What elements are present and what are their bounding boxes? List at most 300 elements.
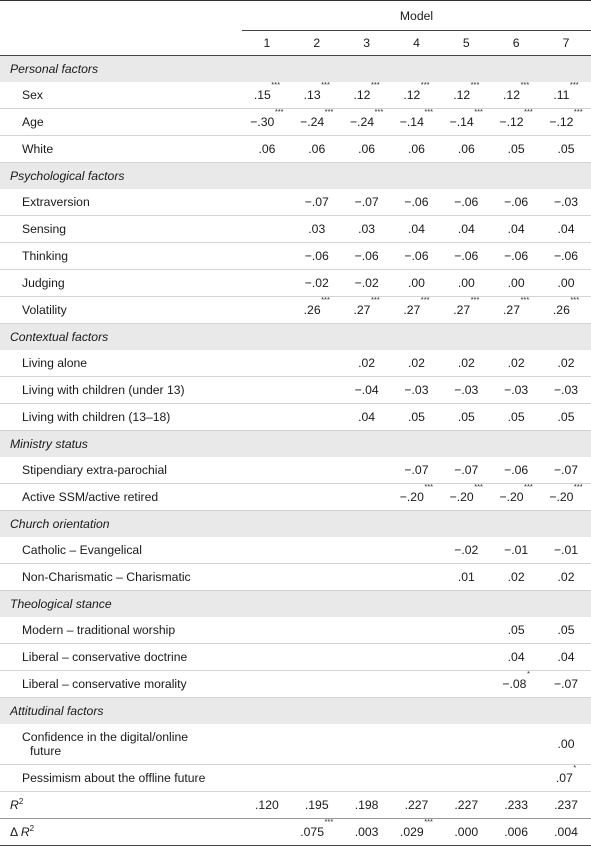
coefficient-value: .003 (354, 825, 379, 839)
row-label: Living with children (13–18) (0, 404, 242, 431)
value-cell (541, 216, 591, 243)
value-cell (441, 350, 491, 377)
value-cell (541, 350, 591, 377)
significance-marker: *** (424, 107, 434, 116)
stat-label-main: R (10, 798, 19, 813)
value-cell (242, 484, 292, 511)
coefficient-value: −.20 (449, 490, 474, 504)
value-cell (392, 819, 442, 846)
value-cell (242, 109, 292, 136)
header-row-group (0, 1, 591, 31)
value-cell (491, 765, 541, 792)
value-cell (541, 671, 591, 698)
row-label: Living with children (under 13) (0, 377, 242, 404)
row-label: Stipendiary extra-parochial (0, 457, 242, 484)
table-row (0, 297, 591, 324)
stat-label-main: R (20, 825, 30, 840)
value-cell (292, 792, 342, 819)
value-cell (491, 216, 541, 243)
value-cell (541, 484, 591, 511)
coefficient-value: .00 (557, 276, 575, 290)
value-cell (242, 350, 292, 377)
value-cell (491, 724, 541, 765)
coefficient-value: .12 (453, 88, 471, 102)
significance-marker: *** (321, 295, 330, 304)
coefficient-value: .004 (554, 825, 578, 839)
significance-marker: *** (374, 107, 384, 116)
value-cell (242, 297, 292, 324)
coefficient-value: .00 (407, 276, 425, 290)
value-cell (292, 377, 342, 404)
coefficient-value: −.06 (404, 195, 429, 209)
coefficient-value: .05 (557, 623, 575, 637)
section-header-row (0, 591, 591, 618)
significance-marker: *** (424, 817, 433, 826)
coefficient-value: .227 (404, 798, 429, 812)
coefficient-value: −.06 (454, 195, 479, 209)
value-cell (292, 297, 342, 324)
coefficient-value: −.03 (554, 383, 579, 397)
value-cell (242, 270, 292, 297)
coefficient-value: −.01 (554, 543, 579, 557)
value-cell (491, 377, 541, 404)
row-label: Catholic – Evangelical (0, 537, 242, 564)
significance-marker: *** (474, 107, 483, 116)
value-cell (392, 377, 442, 404)
value-cell (342, 189, 392, 216)
coefficient-value: .27 (403, 303, 421, 317)
coefficient-value: .26 (552, 303, 570, 317)
value-cell (491, 297, 541, 324)
column-header-model-5: 5 (441, 31, 491, 56)
coefficient-value: −.07 (304, 195, 329, 209)
coefficient-value: .05 (557, 410, 575, 424)
significance-marker: *** (274, 107, 284, 116)
row-label: Active SSM/active retired (0, 484, 242, 511)
section-header-row (0, 324, 591, 351)
coefficient-value: −.03 (404, 383, 429, 397)
value-cell (242, 724, 292, 765)
value-cell (441, 617, 491, 644)
table-row (0, 243, 591, 270)
table-row (0, 457, 591, 484)
coefficient-value: −.02 (354, 276, 379, 290)
coefficient-value: .04 (557, 222, 575, 236)
section-title: Theological stance (0, 591, 591, 618)
coefficient-value: .06 (308, 142, 326, 156)
value-cell (242, 644, 292, 671)
section-title: Personal factors (0, 56, 591, 83)
section-header-row (0, 698, 591, 725)
stat-row (0, 819, 591, 846)
value-cell (441, 297, 491, 324)
value-cell (541, 297, 591, 324)
value-cell (242, 216, 292, 243)
value-cell (242, 243, 292, 270)
value-cell (541, 243, 591, 270)
section-header-row (0, 163, 591, 190)
coefficient-value: −.06 (554, 249, 579, 263)
value-cell (541, 564, 591, 591)
coefficient-value: .00 (457, 276, 475, 290)
value-cell (541, 457, 591, 484)
row-label: White (0, 136, 242, 163)
value-cell (292, 270, 342, 297)
coefficient-value: −.03 (504, 383, 529, 397)
value-cell (541, 644, 591, 671)
coefficient-value: .06 (258, 142, 276, 156)
row-label: Pessimism about the offline future (0, 765, 242, 792)
coefficient-value: .02 (507, 570, 525, 584)
coefficient-value: .195 (304, 798, 329, 812)
coefficient-value: −.06 (404, 249, 429, 263)
header-empty-cell (0, 31, 242, 56)
value-cell (242, 819, 292, 846)
value-cell (441, 243, 491, 270)
coefficient-value: −.06 (304, 249, 329, 263)
column-header-model-4: 4 (392, 31, 442, 56)
value-cell (441, 270, 491, 297)
coefficient-value: .02 (557, 356, 575, 370)
value-cell (392, 457, 442, 484)
value-cell (392, 297, 442, 324)
coefficient-value: .06 (457, 142, 475, 156)
value-cell (292, 819, 342, 846)
table-row (0, 82, 591, 109)
value-cell (541, 765, 591, 792)
value-cell (242, 82, 292, 109)
coefficient-value: .02 (407, 356, 425, 370)
row-label: Judging (0, 270, 242, 297)
row-label: Living alone (0, 350, 242, 377)
value-cell (392, 671, 442, 698)
value-cell (491, 644, 541, 671)
significance-marker: *** (520, 80, 530, 89)
coefficient-value: .05 (457, 410, 475, 424)
coefficient-value: .07 (555, 771, 573, 785)
stat-label-superscript: 2 (18, 797, 24, 807)
value-cell (441, 484, 491, 511)
coefficient-value: .11 (553, 88, 570, 102)
value-cell (441, 109, 491, 136)
value-cell (342, 564, 392, 591)
value-cell (292, 537, 342, 564)
row-label: Volatility (0, 297, 242, 324)
significance-marker: *** (420, 80, 430, 89)
value-cell (541, 724, 591, 765)
value-cell (491, 484, 541, 511)
value-cell (342, 404, 392, 431)
coefficient-value: .12 (403, 88, 421, 102)
coefficient-value: .04 (457, 222, 475, 236)
significance-marker: *** (321, 80, 330, 89)
coefficient-value: .12 (353, 88, 371, 102)
row-label: Liberal – conservative doctrine (0, 644, 242, 671)
coefficient-value: .04 (407, 222, 425, 236)
value-cell (441, 136, 491, 163)
value-cell (392, 644, 442, 671)
value-cell (342, 216, 392, 243)
significance-marker: *** (424, 482, 434, 491)
value-cell (541, 617, 591, 644)
coefficient-value: .00 (557, 737, 575, 751)
value-cell (342, 792, 392, 819)
section-header-row (0, 56, 591, 83)
value-cell (392, 216, 442, 243)
coefficient-value: .237 (554, 798, 578, 812)
value-cell (242, 617, 292, 644)
value-cell (541, 819, 591, 846)
coefficient-value: −.02 (454, 543, 479, 557)
table-row (0, 109, 591, 136)
table-row (0, 724, 591, 765)
value-cell (441, 792, 491, 819)
value-cell (441, 82, 491, 109)
coefficient-value: .05 (507, 142, 525, 156)
coefficient-value: −.02 (304, 276, 329, 290)
significance-marker: *** (370, 295, 380, 304)
value-cell (491, 404, 541, 431)
value-cell (392, 765, 442, 792)
value-cell (441, 671, 491, 698)
coefficient-value: .04 (557, 650, 575, 664)
model-group-header: Model (242, 1, 591, 31)
value-cell (342, 671, 392, 698)
coefficient-value: .13 (303, 88, 321, 102)
significance-marker: *** (271, 80, 281, 89)
coefficient-value: .05 (557, 142, 575, 156)
value-cell (392, 189, 442, 216)
value-cell (342, 765, 392, 792)
value-cell (491, 82, 541, 109)
stat-label-prefix: Δ (10, 825, 21, 840)
value-cell (392, 484, 442, 511)
coefficient-value: .02 (358, 356, 376, 370)
value-cell (541, 270, 591, 297)
value-cell (392, 109, 442, 136)
value-cell (242, 457, 292, 484)
section-header-row (0, 431, 591, 458)
value-cell (242, 564, 292, 591)
coefficient-value: .04 (507, 650, 525, 664)
coefficient-value: .03 (358, 222, 376, 236)
coefficient-value: −.04 (354, 383, 379, 397)
stat-row (0, 792, 591, 819)
value-cell (541, 377, 591, 404)
row-label (0, 724, 242, 765)
coefficient-value: .12 (503, 88, 520, 102)
value-cell (292, 724, 342, 765)
value-cell (392, 82, 442, 109)
stat-label (0, 792, 242, 819)
coefficient-value: .00 (507, 276, 525, 290)
value-cell (491, 617, 541, 644)
significance-marker: *** (324, 107, 334, 116)
coefficient-value: .000 (454, 825, 479, 839)
value-cell (441, 189, 491, 216)
coefficient-value: .27 (503, 303, 520, 317)
table-row (0, 189, 591, 216)
coefficient-value: −.03 (454, 383, 479, 397)
value-cell (491, 136, 541, 163)
table-row (0, 377, 591, 404)
value-cell (541, 537, 591, 564)
value-cell (392, 243, 442, 270)
coefficient-value: .02 (457, 356, 475, 370)
header-empty-cell (0, 1, 242, 31)
significance-marker: *** (420, 295, 430, 304)
value-cell (541, 404, 591, 431)
value-cell (342, 617, 392, 644)
coefficient-value: .03 (308, 222, 326, 236)
value-cell (242, 792, 292, 819)
coefficient-value: .06 (358, 142, 376, 156)
value-cell (441, 537, 491, 564)
value-cell (491, 564, 541, 591)
coefficient-value: .029 (399, 825, 424, 839)
coefficient-value: −.07 (554, 463, 579, 477)
value-cell (292, 457, 342, 484)
section-title: Attitudinal factors (0, 698, 591, 725)
row-label: Thinking (0, 243, 242, 270)
significance-marker: *** (573, 482, 583, 491)
coefficient-value: −.07 (454, 463, 479, 477)
coefficient-value: .006 (504, 825, 528, 839)
value-cell (242, 404, 292, 431)
column-header-model-1: 1 (242, 31, 292, 56)
coefficient-value: .15 (253, 88, 271, 102)
coefficient-value: .02 (557, 570, 575, 584)
value-cell (292, 671, 342, 698)
value-cell (342, 819, 392, 846)
column-header-model-6: 6 (491, 31, 541, 56)
significance-marker: *** (520, 295, 530, 304)
value-cell (292, 82, 342, 109)
coefficient-value: −.06 (504, 195, 529, 209)
coefficient-value: .198 (354, 798, 379, 812)
value-cell (441, 404, 491, 431)
significance-marker: *** (470, 80, 480, 89)
row-label-line: future (30, 744, 62, 758)
coefficient-value: .05 (407, 410, 425, 424)
table-row (0, 644, 591, 671)
coefficient-value: −.07 (404, 463, 429, 477)
coefficient-value: −.06 (354, 249, 379, 263)
coefficient-value: .05 (507, 623, 525, 637)
value-cell (441, 644, 491, 671)
coefficient-value: .120 (255, 798, 279, 812)
row-label: Liberal – conservative morality (0, 671, 242, 698)
value-cell (441, 216, 491, 243)
coefficient-value: −.03 (554, 195, 579, 209)
value-cell (342, 136, 392, 163)
coefficient-value: −.06 (504, 463, 529, 477)
coefficient-value: −.20 (499, 490, 524, 504)
value-cell (342, 484, 392, 511)
value-cell (392, 792, 442, 819)
value-cell (242, 189, 292, 216)
value-cell (342, 457, 392, 484)
table-row (0, 136, 591, 163)
value-cell (392, 617, 442, 644)
value-cell (392, 537, 442, 564)
value-cell (342, 109, 392, 136)
value-cell (292, 350, 342, 377)
row-label: Sensing (0, 216, 242, 243)
significance-marker: *** (470, 295, 480, 304)
row-label: Age (0, 109, 242, 136)
coefficient-value: .01 (457, 570, 475, 584)
value-cell (292, 564, 342, 591)
value-cell (441, 724, 491, 765)
value-cell (292, 189, 342, 216)
value-cell (491, 189, 541, 216)
coefficient-value: .27 (453, 303, 471, 317)
value-cell (342, 537, 392, 564)
table-row (0, 564, 591, 591)
value-cell (491, 792, 541, 819)
coefficient-value: −.12 (499, 115, 524, 129)
coefficient-value: .06 (407, 142, 425, 156)
coefficient-value: −.30 (250, 115, 275, 129)
row-label: Sex (0, 82, 242, 109)
significance-marker: *** (570, 295, 580, 304)
value-cell (242, 671, 292, 698)
table-row (0, 671, 591, 698)
row-label: Extraversion (0, 189, 242, 216)
table-row (0, 350, 591, 377)
coefficient-value: −.08 (502, 677, 527, 691)
coefficient-value: −.20 (399, 490, 424, 504)
coefficient-value: .04 (358, 410, 376, 424)
value-cell (342, 350, 392, 377)
section-title: Contextual factors (0, 324, 591, 351)
value-cell (242, 136, 292, 163)
significance-marker: * (573, 763, 577, 772)
value-cell (441, 765, 491, 792)
value-cell (342, 270, 392, 297)
stat-label-superscript: 2 (29, 824, 35, 834)
value-cell (491, 270, 541, 297)
value-cell (541, 792, 591, 819)
value-cell (541, 136, 591, 163)
value-cell (242, 377, 292, 404)
value-cell (392, 136, 442, 163)
section-title: Ministry status (0, 431, 591, 458)
coefficient-value: .02 (507, 356, 525, 370)
value-cell (491, 537, 541, 564)
coefficient-value: .075 (300, 825, 324, 839)
value-cell (392, 724, 442, 765)
row-label: Modern – traditional worship (0, 617, 242, 644)
value-cell (541, 189, 591, 216)
significance-marker: *** (569, 80, 579, 89)
section-title: Psychological factors (0, 163, 591, 190)
row-label: Non-Charismatic – Charismatic (0, 564, 242, 591)
section-title: Church orientation (0, 511, 591, 538)
value-cell (392, 270, 442, 297)
coefficient-value: −.12 (549, 115, 574, 129)
value-cell (392, 564, 442, 591)
table-body (0, 56, 591, 846)
coefficient-value: .227 (454, 798, 479, 812)
coefficient-value: .27 (353, 303, 371, 317)
value-cell (342, 724, 392, 765)
coefficient-value: −.24 (349, 115, 374, 129)
value-cell (242, 537, 292, 564)
coefficient-value: .233 (504, 798, 528, 812)
coefficient-value: −.07 (554, 677, 579, 691)
